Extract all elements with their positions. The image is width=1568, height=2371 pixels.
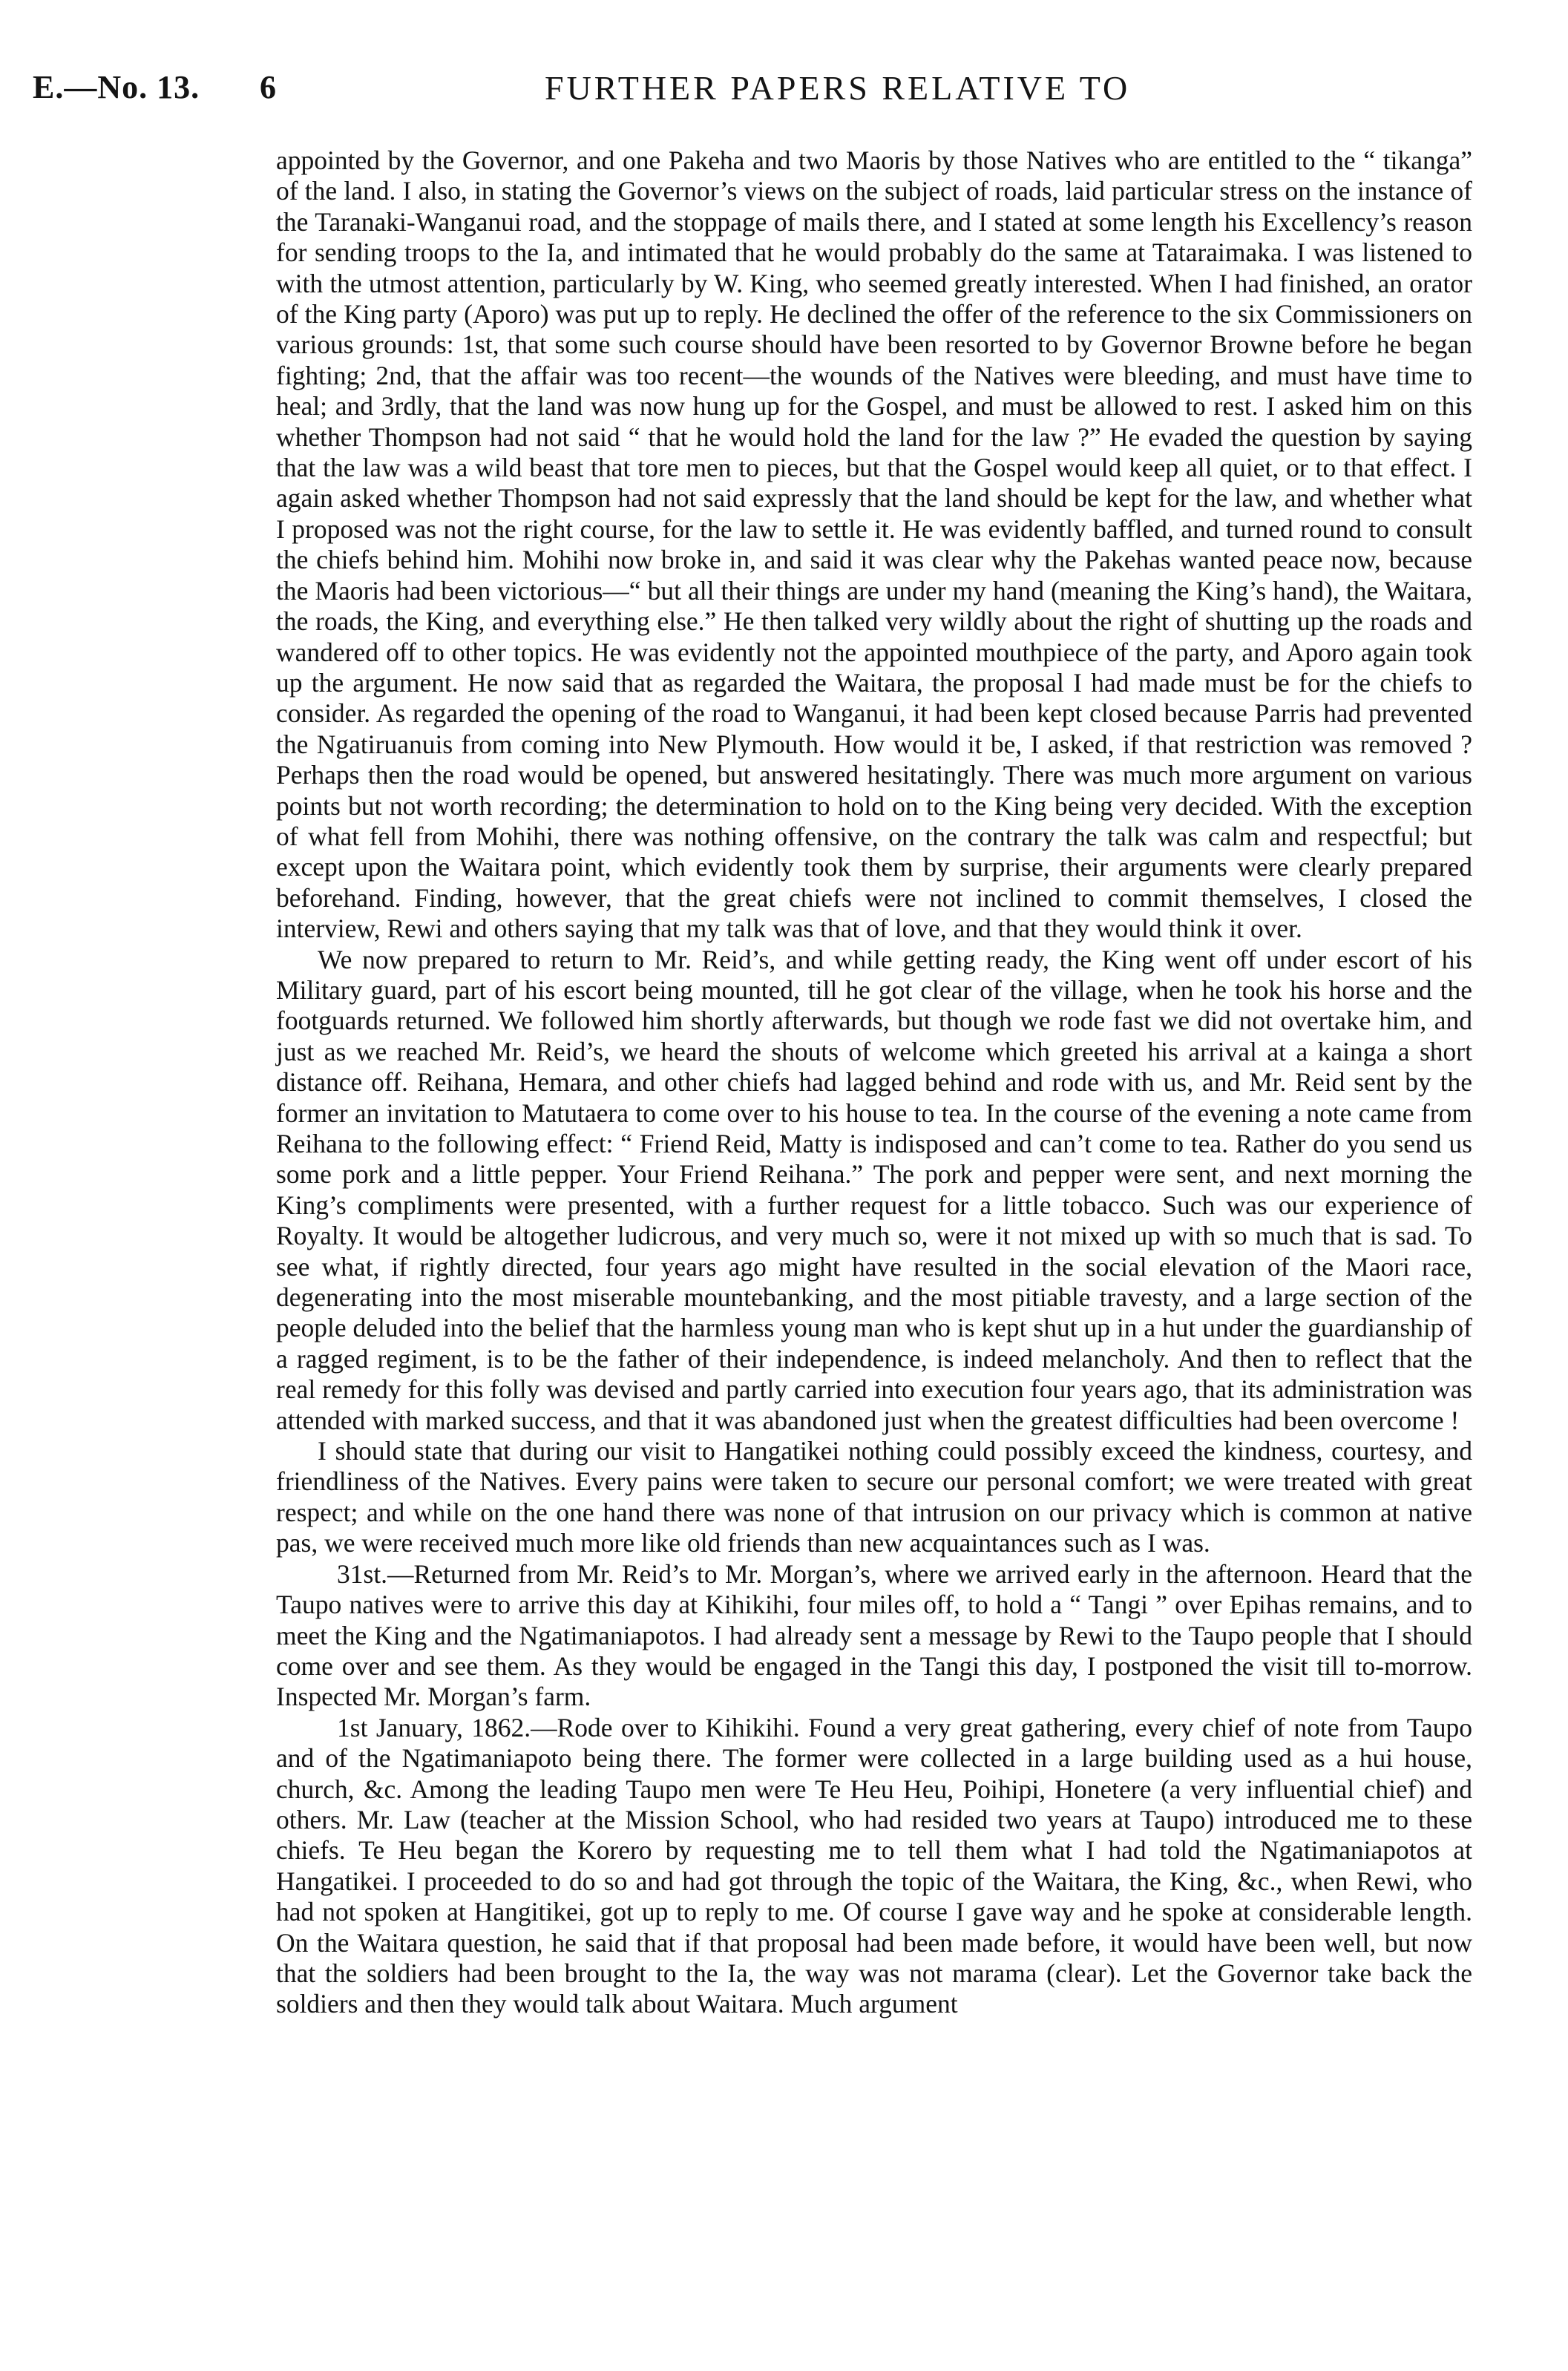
paragraph: appointed by the Governor, and one Pakeha and two Maoris by those Natives who are entitled to the “ tikanga” of the land. I also, in stating the Governor’s views on the subject of roads, laid particular stress on the instance of the Taranaki-Wanganui road, and the stoppage of mails there, and I stated at some length his Excellency’s reason for sending troops to the Ia, and intimated that he would probably do the same at Tataraimaka. I was listened to with the utmost attention, particularly by W. King, who seemed greatly interested. When I had finished, an orator of the King party (Aporo) was put up to reply. He declined the offer of the reference to the six Commissioners on various grounds: 1st, that some such course should have been resorted to by Governor Browne before he began fighting; 2nd, that the affair was too recent—the wounds of the Natives were bleeding, and must have time to heal; and 3rdly, that the land was now hung up for the Gospel, and must be allowed to rest. I asked him on this whether Thompson had not said “ that he would hold the land for the law ?” He evaded the question by saying that the law was a wild beast that tore men to pieces, but that the Gospel would keep all quiet, or to that effect. I again asked whether Thompson had not said expressly that the land should be kept for the law, and whether what I proposed was not the right course, for the law to settle it. He was evidently baffled, and turned round to consult the chiefs behind him. Mohihi now broke in, and said it was clear why the Pakehas wanted peace now, because the Maoris had been victorious—“ but all their things are under my hand (meaning the King’s hand), the Waitara, the roads, the King, and everything else.” He then talked very wildly about the right of shutting up the roads and wandered off to other topics. He was evidently not the appointed mouthpiece of the party, and Aporo again took up the argument. He now said that as regarded the Waitara, the proposal I had made must be for the chiefs to consider. As regarded the opening of the road to Wanganui, it had been kept closed because Parris had prevented the Ngatiruanuis from coming into New Plymouth. How would it be, I asked, if that restriction was removed ? Perhaps then the road would be opened, but answered hesitatingly. There was much more argument on various points but not worth recording; the determination to hold on to the King being very decided. With the exception of what fell from Mohihi, there was nothing offensive, on the contrary the talk was calm and respectful; but except upon the Waitara point, which evidently took them by surprise, their arguments were clearly prepared beforehand. Finding, however, that the great chiefs were not inclined to commit themselves, I closed the interview, Rewi and others saying that my talk was that of love, and that they would think it over. [276,145,1472,944]
paragraph: 1st January, 1862.—Rode over to Kihikihi. Found a very great gathering, every chief of note from Taupo and of the Ngatimaniapoto being there. The former were collected in a large building used as a hui house, church, &c. Among the leading Taupo men were Te Heu Heu, Poihipi, Honetere (a very influential chief) and others. Mr. Law (teacher at the Mission School, who had resided two years at Taupo) introduced me to these chiefs. Te Heu began the Korero by requesting me to tell them what I had told the Ngatimaniapotos at Hangatikei. I proceeded to do so and had got through the topic of the Waitara, the King, &c., when Rewi, who had not spoken at Hangitikei, got up to reply to me. Of course I gave way and he spoke at considerable length. On the Waitara question, he said that if that proposal had been made before, it would have been well, but now that the soldiers had been brought to the Ia, the way was not marama (clear). Let the Governor take back the soldiers and then they would talk about Waitara. Much argument [276,1712,1472,2019]
paragraph: 31st.—Returned from Mr. Reid’s to Mr. Morgan’s, where we arrived early in the afternoon. Heard that the Taupo natives were to arrive this day at Kihikihi, four miles off, to hold a “ Tangi ” over Epihas remains, and to meet the King and the Ngatimaniapotos. I had already sent a message by Rewi to the Taupo people that I should come over and see them. As they would be engaged in the Tangi this day, I postponed the visit till to-morrow. Inspected Mr. Morgan’s farm. [276,1558,1472,1712]
page-number: 6 [260,69,276,105]
body-text [276,145,1472,2020]
running-title: FURTHER PAPERS RELATIVE TO [545,69,1131,107]
paragraph: We now prepared to return to Mr. Reid’s, and while getting ready, the King went off under escort of his Military guard, part of his escort being mounted, till he got clear of the village, when he took his horse and the footguards returned. We followed him shortly afterwards, but though we rode fast we did not overtake him, and just as we reached Mr. Reid’s, we heard the shouts of welcome which greeted his arrival at a kainga a short distance off. Reihana, Hemara, and other chiefs had lagged behind and rode with us, and Mr. Reid sent by the former an invitation to Matutaera to come over to his house to tea. In the course of the evening a note came from Reihana to the following effect: “ Friend Reid, Matty is indisposed and can’t come to tea. Rather do you send us some pork and a little pepper. Your Friend Reihana.” The pork and pepper were sent, and next morning the King’s compliments were presented, with a further request for a little tobacco. Such was our experience of Royalty. It would be altogether ludicrous, and very much so, were it not mixed up with so much that is sad. To see what, if rightly directed, four years ago might have resulted in the social elevation of the Maori race, degenerating into the most miserable mountebanking, and the most pitiable travesty, and a large section of the people deluded into the belief that the harmless young man who is kept shut up in a hut under the guardianship of a ragged regiment, is to be the father of their independence, is indeed melancholy. And then to reflect that the real remedy for this folly was devised and partly carried into execution four years ago, that its administration was attended with marked success, and that it was abandoned just when the greatest difficulties had been overcome ! [276,944,1472,1435]
page-header [33,68,1487,120]
paragraph: I should state that during our visit to Hangatikei nothing could possibly exceed the kindness, courtesy, and friendliness of the Natives. Every pains were taken to secure our personal comfort; we were treated with great respect; and while on the one hand there was none of that intrusion on our privacy which is common at native pas, we were received much more like old friends than new acquaintances such as I was. [276,1436,1472,1558]
series-number: E.—No. 13. [33,69,200,105]
